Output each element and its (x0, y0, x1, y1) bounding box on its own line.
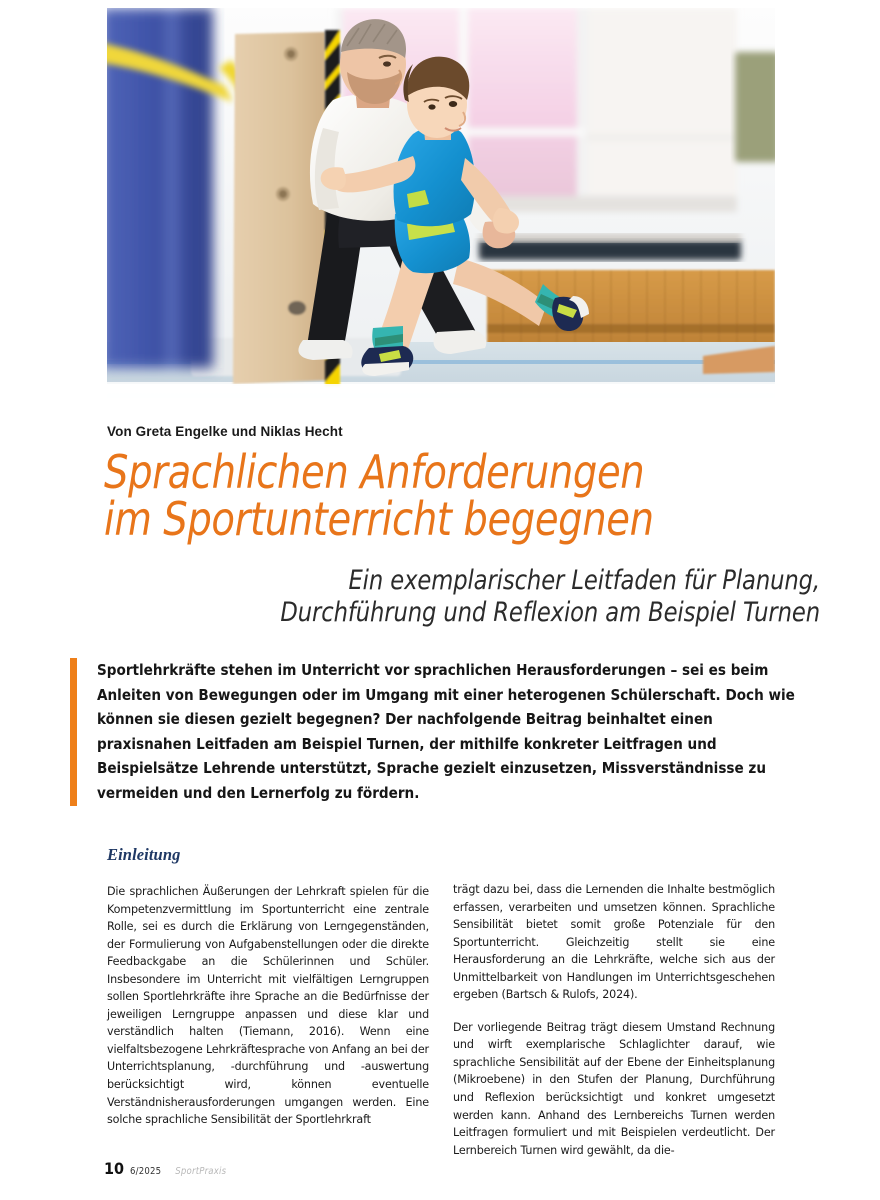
body-paragraph: Die sprachlichen Äußerungen der Lehrkraft spielen für die Kompetenzvermittlung im Sportunterricht eine zentrale Rolle, sei es durch die Erklärung von Lerngegenständen, der Formulierung von Aufgabenstellungen oder die direkte Feedbackgabe an die Schülerinnen und Schüler. Insbesondere im Unterricht mit vielfältigen Lerngruppen sollen Sportlehrkräfte ihre Sprache an die Bedürfnisse der jeweiligen Lerngruppe anpassen und diese klar und verständlich halten (Tiemann, 2016). Wenn eine vielfaltsbezogene Lehrkräftesprache von Anfang an bei der Unterrichtsplanung, -durchführung und -auswertung berücksichtigt wird, können eventuelle Verständnisherausforderungen umgangen werden. Eine solche sprachliche Sensibilität der Sportlehrkraft (107, 885, 429, 1127)
title-line-1: Sprachlichen Anforderungen (104, 445, 645, 499)
page-number: 10 (104, 1159, 125, 1178)
lead-accent-bar (70, 658, 77, 806)
magazine-name: SportPraxis (175, 1166, 227, 1177)
article-byline: Von Greta Engelke und Niklas Hecht (107, 424, 343, 439)
issue-number: 6/2025 (130, 1166, 162, 1177)
article-title (104, 445, 794, 546)
subtitle-line-1: Ein exemplarischer Leitfaden für Planung, (348, 565, 820, 596)
article-subtitle (104, 565, 820, 629)
lead-paragraph-text: Sportlehrkräfte stehen im Unterricht vor sprachlichen Herausforderungen – sei es beim Anleiten von Bewegungen oder im Umgang mit einer heterogenen Schülerschaft. Doch wie können sie diesen gezielt begegnen? Der nachfolgende Beitrag beinhaltet einen praxisnahen Leitfaden am Beispiel Turnen, der mithilfe konkreter Leitfragen und Beispielsätze Lehrende unterstützt, Sprache gezielt einzusetzen, Missverständnisse zu vermeiden und den Lernerfolg zu fördern. (97, 661, 795, 802)
subtitle-line-2: Durchführung und Reflexion am Beispiel Turnen (280, 597, 820, 628)
section-heading-einleitung: Einleitung (107, 845, 181, 864)
body-paragraph: trägt dazu bei, dass die Lernenden die Inhalte bestmöglich erfassen, verarbeiten und umsetzen können. Sprachliche Sensibilität bietet somit große Potenziale für den Sportunterricht. Gleichzeitig stellt sie eine Herausforderung an die Lehrkräfte, welche sich aus der Unmittelbarkeit von Handlungen im Unterrichtsgeschehen ergeben (Bartsch & Rulofs, 2024). (453, 883, 775, 1002)
hero-photo (107, 8, 775, 398)
body-paragraph: Der vorliegende Beitrag trägt diesem Umstand Rechnung und wirft exemplarische Schlaglichter darauf, wie sprachliche Sensibilität auf der Ebene der Einheitsplanung (Mikroebene) in den Stufen der Planung, Durchführung und Reflexion berücksichtigt und konkret umgesetzt werden kann. Anhand des Lernbereichs Turnen werden Leitfragen formuliert und mit Beispielen verdeutlicht. Der Lernbereich Turnen wird gewählt, da die- (453, 1020, 775, 1157)
page-footer (104, 1159, 226, 1178)
lead-paragraph-block (70, 658, 812, 806)
body-column-right (453, 845, 775, 1157)
column-head-spacer (453, 845, 775, 881)
title-line-2: im Sportunterricht begegnen (104, 492, 654, 546)
hero-photo-illustration (107, 8, 775, 398)
body-column-left (107, 845, 429, 1135)
body-columns (107, 845, 775, 1157)
